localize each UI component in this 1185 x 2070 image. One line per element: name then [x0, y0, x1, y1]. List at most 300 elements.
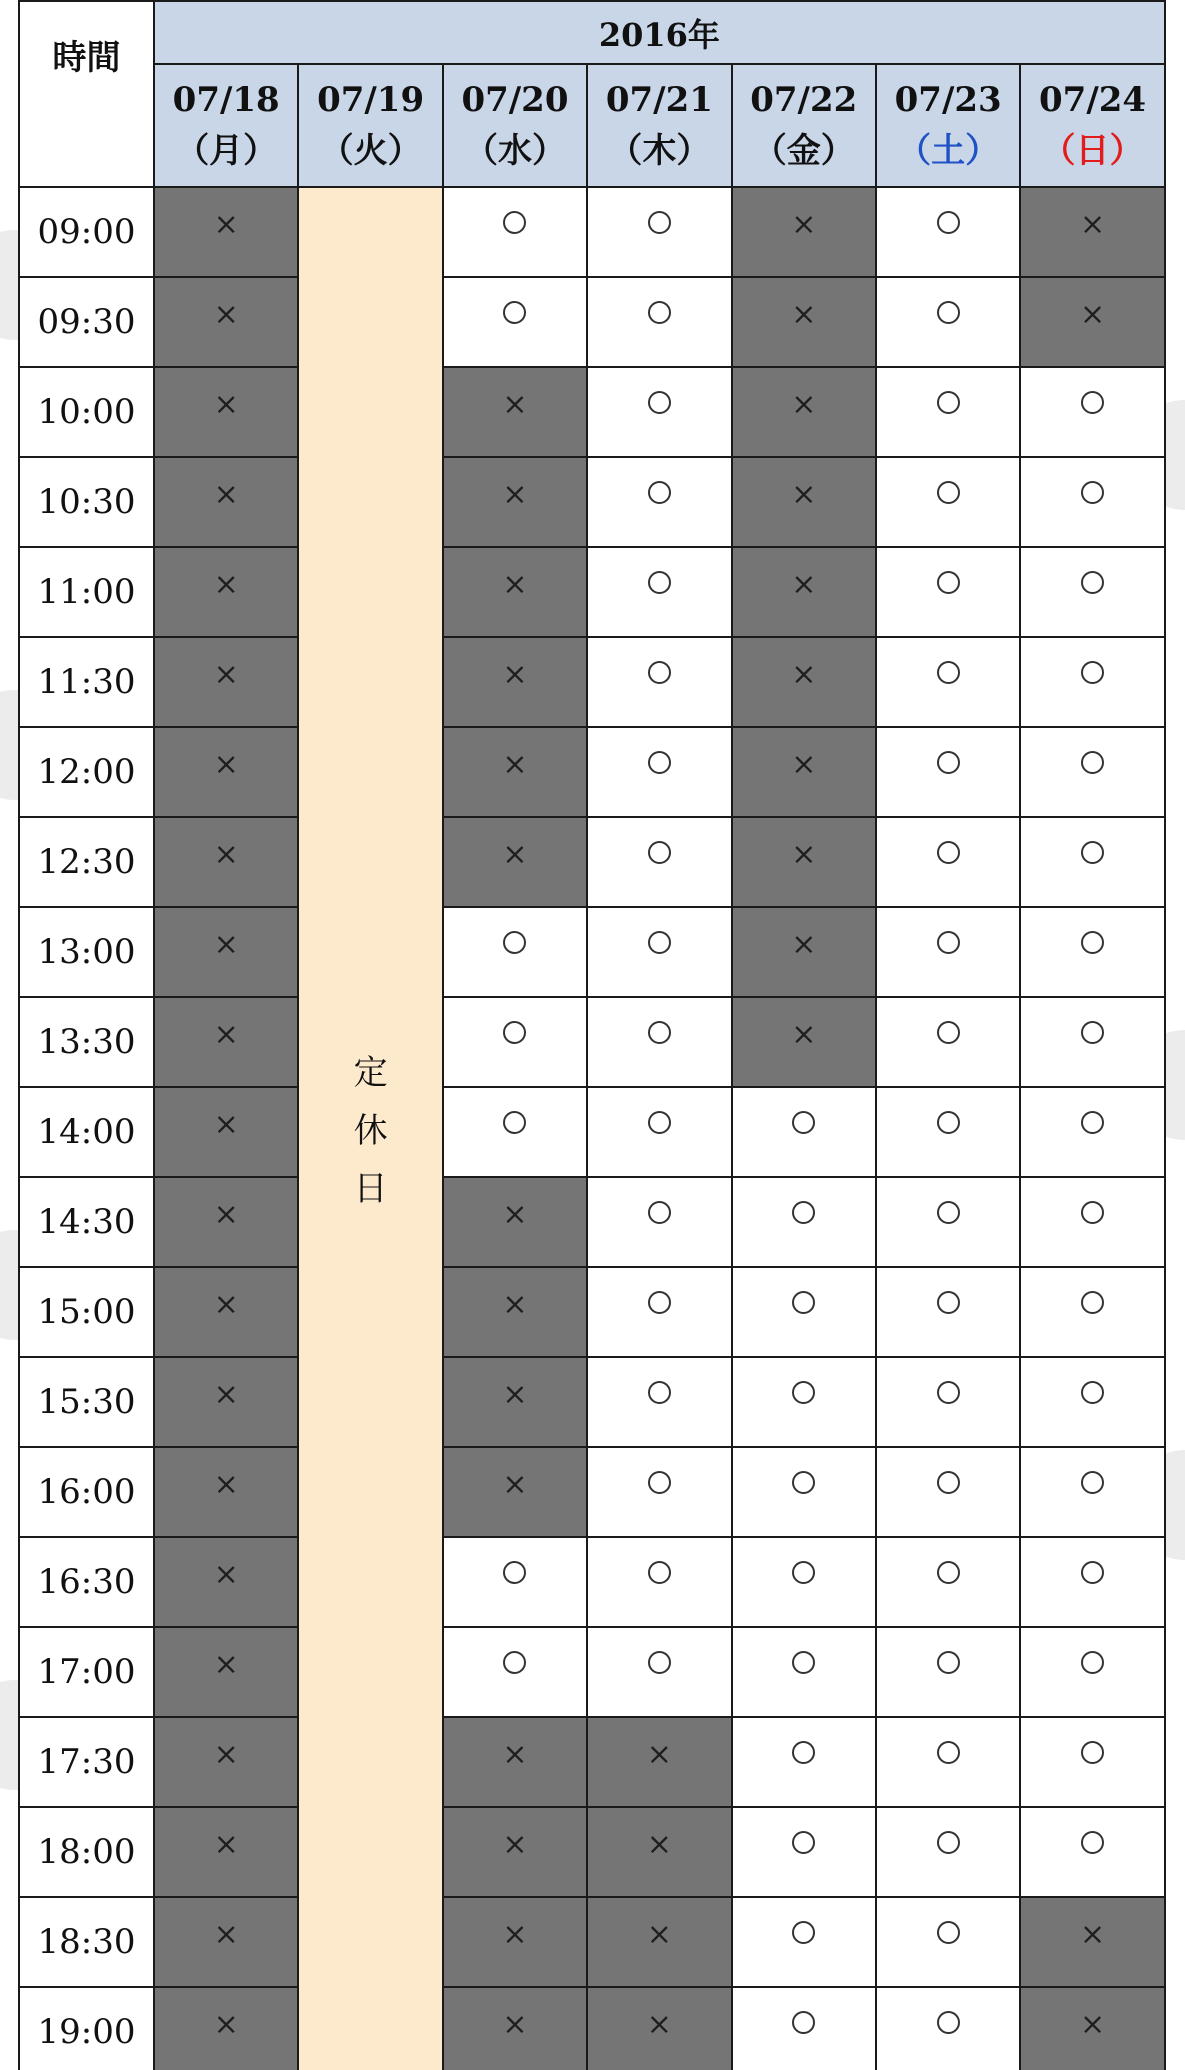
available-slot[interactable]	[876, 1447, 1020, 1537]
unavailable-slot	[443, 1267, 587, 1357]
available-slot[interactable]	[587, 1627, 731, 1717]
available-slot[interactable]	[587, 1357, 731, 1447]
available-slot[interactable]	[1020, 637, 1164, 727]
available-slot[interactable]	[876, 277, 1020, 367]
available-slot[interactable]	[1020, 367, 1164, 457]
available-slot[interactable]	[1020, 457, 1164, 547]
day-of-week-label: （月）	[175, 130, 278, 171]
available-slot[interactable]	[587, 187, 731, 277]
unavailable-slot	[154, 1717, 298, 1807]
available-slot[interactable]	[587, 997, 731, 1087]
available-slot[interactable]	[732, 1717, 876, 1807]
time-slot-label: 10:30	[19, 457, 154, 547]
unavailable-slot	[154, 1087, 298, 1177]
available-icon	[648, 1471, 671, 1494]
available-icon	[1081, 661, 1104, 684]
available-icon	[648, 301, 671, 324]
unavailable-slot	[443, 547, 587, 637]
unavailable-slot	[154, 907, 298, 997]
time-slot-label: 09:30	[19, 277, 154, 367]
available-icon	[792, 1561, 815, 1584]
time-slot-label: 14:00	[19, 1087, 154, 1177]
unavailable-slot	[443, 1807, 587, 1897]
available-slot[interactable]	[732, 1177, 876, 1267]
time-column-label: 時間	[52, 37, 121, 78]
unavailable-slot	[154, 1267, 298, 1357]
unavailable-slot	[154, 1447, 298, 1537]
unavailable-slot	[587, 1897, 731, 1987]
available-slot[interactable]	[587, 547, 731, 637]
table-row	[19, 637, 1165, 727]
unavailable-slot	[732, 727, 876, 817]
time-slot-label: 16:00	[19, 1447, 154, 1537]
available-icon	[937, 751, 960, 774]
available-icon	[937, 211, 960, 234]
unavailable-icon: ×	[791, 926, 817, 962]
table-row	[19, 1087, 1165, 1177]
available-slot[interactable]	[876, 457, 1020, 547]
unavailable-icon: ×	[502, 1196, 528, 1232]
unavailable-icon: ×	[1079, 296, 1106, 332]
unavailable-slot	[154, 1987, 298, 2070]
table-row	[19, 187, 1165, 277]
available-slot[interactable]	[1020, 1717, 1164, 1807]
time-slot-label: 17:00	[19, 1627, 154, 1717]
date-header-07-19	[298, 64, 442, 187]
available-slot[interactable]	[443, 1537, 587, 1627]
unavailable-slot	[443, 1897, 587, 1987]
unavailable-icon: ×	[646, 1916, 672, 1952]
available-icon	[937, 571, 960, 594]
date-header-07-22	[732, 64, 876, 187]
available-slot[interactable]	[1020, 547, 1164, 637]
unavailable-icon: ×	[502, 2006, 528, 2042]
table-row	[19, 907, 1165, 997]
available-icon	[937, 1201, 960, 1224]
date-header-07-23	[876, 64, 1020, 187]
available-icon	[1081, 1561, 1104, 1584]
available-slot[interactable]	[587, 457, 731, 547]
unavailable-icon: ×	[502, 1736, 528, 1772]
available-icon	[503, 1021, 526, 1044]
available-icon	[648, 571, 671, 594]
available-icon	[1081, 751, 1104, 774]
date-label: 07/24	[1039, 79, 1147, 120]
available-slot[interactable]	[587, 637, 731, 727]
table-row	[19, 1447, 1165, 1537]
unavailable-icon: ×	[213, 926, 239, 962]
unavailable-slot	[1020, 1897, 1164, 1987]
available-icon	[937, 1291, 960, 1314]
unavailable-icon: ×	[502, 746, 528, 782]
available-icon	[1081, 841, 1104, 864]
available-slot[interactable]	[876, 1897, 1020, 1987]
unavailable-slot	[443, 1357, 587, 1447]
available-icon	[937, 301, 960, 324]
unavailable-icon: ×	[646, 1826, 672, 1862]
unavailable-slot	[154, 1537, 298, 1627]
unavailable-icon: ×	[213, 1826, 239, 1862]
available-icon	[1081, 1381, 1104, 1404]
time-slot-label: 14:30	[19, 1177, 154, 1267]
unavailable-slot	[443, 1987, 587, 2070]
unavailable-slot	[154, 817, 298, 907]
available-icon	[648, 1291, 671, 1314]
unavailable-icon: ×	[213, 2006, 239, 2042]
available-slot[interactable]	[443, 187, 587, 277]
available-slot[interactable]	[587, 1537, 731, 1627]
unavailable-icon: ×	[213, 1016, 239, 1052]
unavailable-slot	[587, 1807, 731, 1897]
unavailable-icon: ×	[213, 386, 239, 422]
available-icon	[937, 481, 960, 504]
available-slot[interactable]	[732, 1357, 876, 1447]
available-slot[interactable]	[587, 907, 731, 997]
available-icon	[792, 1921, 815, 1944]
unavailable-slot	[154, 1897, 298, 1987]
available-icon	[648, 391, 671, 414]
day-of-week-label: （水）	[463, 130, 566, 171]
table-row	[19, 1897, 1165, 1987]
available-slot[interactable]	[443, 907, 587, 997]
unavailable-slot	[732, 277, 876, 367]
unavailable-slot	[732, 907, 876, 997]
availability-table	[18, 0, 1166, 2070]
date-header-07-21	[587, 64, 731, 187]
available-slot[interactable]	[732, 1087, 876, 1177]
available-icon	[1081, 1021, 1104, 1044]
table-row	[19, 1807, 1165, 1897]
date-label: 07/21	[605, 79, 713, 120]
date-label: 07/22	[750, 79, 858, 120]
available-slot[interactable]	[732, 1897, 876, 1987]
available-slot[interactable]	[587, 367, 731, 457]
unavailable-icon: ×	[213, 656, 239, 692]
unavailable-slot	[154, 457, 298, 547]
unavailable-icon: ×	[502, 836, 528, 872]
available-icon	[937, 2011, 960, 2034]
available-icon	[937, 1831, 960, 1854]
day-of-week-label: （金）	[752, 130, 855, 171]
available-slot[interactable]	[443, 1087, 587, 1177]
table-row	[19, 727, 1165, 817]
available-icon	[648, 1561, 671, 1584]
available-slot[interactable]	[876, 727, 1020, 817]
available-slot[interactable]	[876, 817, 1020, 907]
table-row	[19, 1537, 1165, 1627]
unavailable-icon: ×	[502, 476, 528, 512]
unavailable-icon: ×	[213, 296, 239, 332]
available-icon	[648, 841, 671, 864]
available-icon	[648, 1111, 671, 1134]
available-icon	[937, 1111, 960, 1134]
unavailable-icon: ×	[1079, 2006, 1106, 2042]
date-label: 07/18	[172, 79, 280, 120]
time-slot-label: 13:00	[19, 907, 154, 997]
year-header: 2016年	[154, 1, 1165, 64]
available-slot[interactable]	[732, 1627, 876, 1717]
unavailable-icon: ×	[502, 1376, 528, 1412]
unavailable-icon: ×	[213, 476, 239, 512]
table-row	[19, 1267, 1165, 1357]
available-slot[interactable]	[876, 547, 1020, 637]
available-icon	[937, 661, 960, 684]
available-slot[interactable]	[1020, 1177, 1164, 1267]
available-slot[interactable]	[587, 1447, 731, 1537]
unavailable-slot	[154, 187, 298, 277]
time-slot-label: 18:00	[19, 1807, 154, 1897]
available-slot[interactable]	[1020, 1267, 1164, 1357]
available-slot[interactable]	[587, 277, 731, 367]
available-icon	[1081, 1651, 1104, 1674]
available-icon	[792, 1201, 815, 1224]
available-slot[interactable]	[1020, 1447, 1164, 1537]
available-slot[interactable]	[732, 1537, 876, 1627]
available-icon	[648, 1021, 671, 1044]
unavailable-slot	[732, 997, 876, 1087]
available-slot[interactable]	[876, 1987, 1020, 2070]
available-slot[interactable]	[732, 1987, 876, 2070]
unavailable-icon: ×	[791, 656, 817, 692]
available-slot[interactable]	[443, 997, 587, 1087]
available-slot[interactable]	[587, 1267, 731, 1357]
time-slot-label: 15:00	[19, 1267, 154, 1357]
available-slot[interactable]	[732, 1807, 876, 1897]
unavailable-icon: ×	[213, 1106, 239, 1142]
available-icon	[503, 931, 526, 954]
unavailable-icon: ×	[502, 1916, 528, 1952]
unavailable-slot	[154, 997, 298, 1087]
available-icon	[648, 481, 671, 504]
unavailable-icon: ×	[791, 206, 817, 242]
available-icon	[1081, 571, 1104, 594]
available-icon	[503, 1651, 526, 1674]
time-slot-label: 16:30	[19, 1537, 154, 1627]
time-slot-label: 10:00	[19, 367, 154, 457]
available-slot[interactable]	[732, 1267, 876, 1357]
holiday-label-char: 定	[353, 1053, 388, 1094]
available-icon	[937, 1651, 960, 1674]
available-slot[interactable]	[876, 1717, 1020, 1807]
available-slot[interactable]	[1020, 907, 1164, 997]
unavailable-icon: ×	[213, 1646, 239, 1682]
table-row	[19, 277, 1165, 367]
table-row	[19, 1357, 1165, 1447]
unavailable-slot	[154, 1807, 298, 1897]
time-slot-label: 11:00	[19, 547, 154, 637]
available-slot[interactable]	[587, 1177, 731, 1267]
unavailable-icon: ×	[502, 1286, 528, 1322]
date-header-row	[19, 64, 1165, 187]
available-slot[interactable]	[876, 1627, 1020, 1717]
unavailable-slot	[154, 1357, 298, 1447]
available-icon	[792, 1471, 815, 1494]
available-icon	[648, 1201, 671, 1224]
available-slot[interactable]	[876, 1807, 1020, 1897]
unavailable-icon: ×	[646, 1736, 672, 1772]
unavailable-icon: ×	[502, 386, 528, 422]
unavailable-icon: ×	[213, 1196, 239, 1232]
time-slot-label: 19:00	[19, 1987, 154, 2070]
available-slot[interactable]	[1020, 727, 1164, 817]
unavailable-icon: ×	[213, 1736, 239, 1772]
time-slot-label: 11:30	[19, 637, 154, 727]
unavailable-slot	[732, 817, 876, 907]
unavailable-icon: ×	[791, 1016, 817, 1052]
available-icon	[1081, 931, 1104, 954]
date-label: 07/23	[894, 79, 1002, 120]
unavailable-icon: ×	[502, 1826, 528, 1862]
available-slot[interactable]	[876, 1267, 1020, 1357]
schedule-body	[19, 187, 1165, 2070]
available-slot[interactable]	[587, 817, 731, 907]
holiday-label-char: 休	[353, 1111, 388, 1152]
time-slot-label: 12:30	[19, 817, 154, 907]
available-slot[interactable]	[876, 997, 1020, 1087]
available-icon	[792, 1651, 815, 1674]
unavailable-icon: ×	[791, 746, 817, 782]
unavailable-slot	[443, 367, 587, 457]
available-slot[interactable]	[876, 1357, 1020, 1447]
unavailable-icon: ×	[791, 386, 817, 422]
time-slot-label: 12:00	[19, 727, 154, 817]
available-slot[interactable]	[443, 1627, 587, 1717]
table-row	[19, 1987, 1165, 2070]
unavailable-icon: ×	[791, 296, 817, 332]
available-slot[interactable]	[1020, 1087, 1164, 1177]
available-icon	[648, 211, 671, 234]
available-icon	[937, 1921, 960, 1944]
unavailable-slot	[443, 1447, 587, 1537]
unavailable-slot	[154, 367, 298, 457]
time-slot-label: 13:30	[19, 997, 154, 1087]
unavailable-slot	[587, 1987, 731, 2070]
available-slot[interactable]	[1020, 1627, 1164, 1717]
available-icon	[1081, 1291, 1104, 1314]
available-slot[interactable]	[876, 367, 1020, 457]
day-of-week-label: （火）	[319, 130, 422, 171]
unavailable-icon: ×	[213, 1916, 239, 1952]
available-icon	[792, 1741, 815, 1764]
available-slot[interactable]	[876, 1537, 1020, 1627]
available-slot[interactable]	[587, 727, 731, 817]
available-slot[interactable]	[876, 1177, 1020, 1267]
available-icon	[648, 661, 671, 684]
unavailable-icon: ×	[213, 1376, 239, 1412]
date-label: 07/19	[317, 79, 425, 120]
table-row	[19, 1177, 1165, 1267]
available-icon	[648, 931, 671, 954]
unavailable-slot	[732, 367, 876, 457]
available-slot[interactable]	[1020, 1357, 1164, 1447]
day-of-week-label: （木）	[608, 130, 711, 171]
available-icon	[937, 1381, 960, 1404]
available-icon	[937, 1741, 960, 1764]
available-slot[interactable]	[1020, 997, 1164, 1087]
unavailable-slot	[1020, 187, 1164, 277]
unavailable-slot	[732, 637, 876, 727]
date-header-07-20	[443, 64, 587, 187]
unavailable-slot	[732, 547, 876, 637]
unavailable-slot	[732, 187, 876, 277]
unavailable-slot	[443, 457, 587, 547]
time-slot-label: 15:30	[19, 1357, 154, 1447]
available-slot[interactable]	[443, 277, 587, 367]
available-icon	[1081, 1201, 1104, 1224]
available-icon	[792, 1831, 815, 1854]
available-icon	[1081, 1471, 1104, 1494]
available-slot[interactable]	[1020, 817, 1164, 907]
table-row	[19, 1717, 1165, 1807]
available-icon	[503, 301, 526, 324]
date-header-07-18	[154, 64, 298, 187]
available-slot[interactable]	[1020, 1537, 1164, 1627]
date-header-07-24	[1020, 64, 1164, 187]
unavailable-icon: ×	[213, 1466, 239, 1502]
available-icon	[792, 1111, 815, 1134]
table-row	[19, 1627, 1165, 1717]
available-icon	[648, 1381, 671, 1404]
unavailable-icon: ×	[213, 746, 239, 782]
unavailable-slot	[443, 727, 587, 817]
table-row	[19, 457, 1165, 547]
unavailable-icon: ×	[791, 836, 817, 872]
available-icon	[792, 1381, 815, 1404]
year-header-row	[19, 1, 1165, 64]
unavailable-icon: ×	[502, 1466, 528, 1502]
table-row	[19, 817, 1165, 907]
table-row	[19, 367, 1165, 457]
unavailable-icon: ×	[213, 1556, 239, 1592]
unavailable-slot	[443, 637, 587, 727]
available-icon	[792, 1291, 815, 1314]
unavailable-slot	[732, 457, 876, 547]
available-slot[interactable]	[876, 637, 1020, 727]
available-icon	[1081, 1831, 1104, 1854]
unavailable-slot	[154, 1177, 298, 1267]
date-label: 07/20	[461, 79, 569, 120]
unavailable-slot	[1020, 277, 1164, 367]
unavailable-slot	[443, 1177, 587, 1267]
available-icon	[937, 1561, 960, 1584]
holiday-label	[299, 1045, 441, 1218]
unavailable-icon: ×	[213, 566, 239, 602]
available-icon	[937, 841, 960, 864]
available-slot[interactable]	[876, 1087, 1020, 1177]
time-slot-label: 09:00	[19, 187, 154, 277]
unavailable-icon: ×	[213, 206, 239, 242]
time-column-header	[19, 1, 154, 187]
available-icon	[1081, 391, 1104, 414]
unavailable-slot	[1020, 1987, 1164, 2070]
available-slot[interactable]	[587, 1087, 731, 1177]
available-slot[interactable]	[876, 907, 1020, 997]
available-icon	[937, 1021, 960, 1044]
time-slot-label: 17:30	[19, 1717, 154, 1807]
available-icon	[648, 751, 671, 774]
available-icon	[1081, 1741, 1104, 1764]
available-icon	[648, 1651, 671, 1674]
available-slot[interactable]	[1020, 1807, 1164, 1897]
unavailable-icon: ×	[502, 566, 528, 602]
available-slot[interactable]	[876, 187, 1020, 277]
available-slot[interactable]	[732, 1447, 876, 1537]
holiday-column	[298, 187, 442, 2070]
unavailable-slot	[587, 1717, 731, 1807]
available-icon	[937, 1471, 960, 1494]
unavailable-icon: ×	[791, 566, 817, 602]
available-icon	[1081, 1111, 1104, 1134]
